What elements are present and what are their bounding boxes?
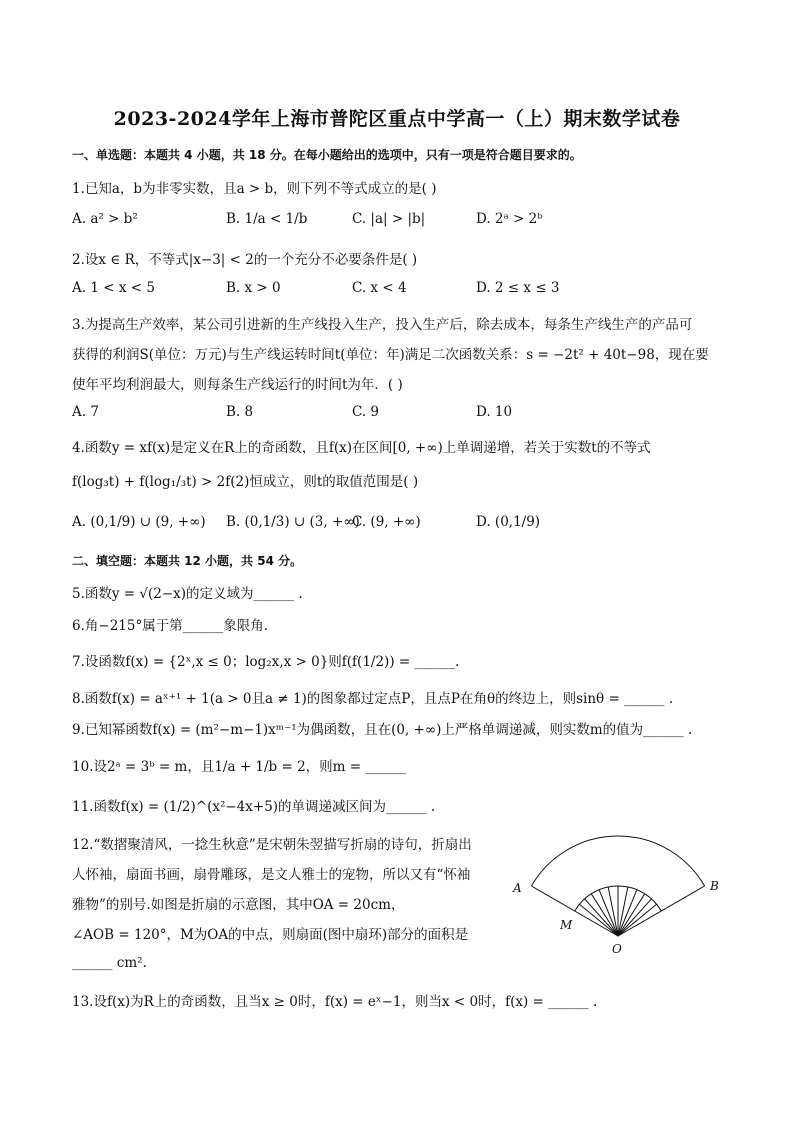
label-a: A [513,881,522,895]
section-heading-single-choice: 一、单选题：本题共 4 小题，共 18 分。在每小题给出的选项中，只有一项是符合题目要求的。 [72,148,582,162]
question-2-option-c: C. x < 4 [352,280,407,296]
question-12-line-4: ∠AOB = 120°，M为OA的中点，则扇面(图中扇环)部分的面积是 [72,927,469,943]
question-7: 7.设函数f(x) = {2ˣ,x ≤ 0；log₂x,x > 0}则f(f(1/2)) = ______. [72,654,460,670]
question-3-line-2: 获得的利润S(单位：万元)与生产线运转时间t(单位：年)满足二次函数关系：s = −2t² + 40t−98，现在要 [72,347,709,363]
question-4-line-2: f(log₃t) + f(log₁/₃t) > 2f(2)恒成立，则t的取值范围是( ) [72,474,419,490]
question-2-option-a: A. 1 < x < 5 [72,280,155,296]
label-m: M [560,918,573,932]
question-3-option-a: A. 7 [72,404,99,420]
question-4-option-c: C. (9, +∞) [352,514,421,530]
fan-radius-oa [531,886,618,936]
question-8: 8.函数f(x) = aˣ⁺¹ + 1(a > 0且a ≠ 1)的图象都过定点P，且点P在角θ的终边上，则sinθ = ______ . [72,691,674,707]
question-12-line-5: ______ cm². [72,955,147,971]
question-12-line-3: 雅物”的别号.如图是折扇的示意图，其中OA = 20cm， [72,897,405,913]
question-10: 10.设2ᵃ = 3ᵇ = m，且1/a + 1/b = 2，则m = ______ [72,759,406,775]
question-4-option-b: B. (0,1/3) ∪ (3, +∞) [226,514,360,530]
question-1-option-b: B. 1/a < 1/b [226,211,308,227]
question-4-option-a: A. (0,1/9) ∪ (9, +∞) [72,514,206,530]
question-13: 13.设f(x)为R上的奇函数，且当x ≥ 0时，f(x) = eˣ−1，则当x < 0时，f(x) = ______ . [72,994,598,1010]
question-3-options [72,404,732,424]
question-2-stem: 2.设x ∈ R，不等式|x−3| < 2的一个充分不必要条件是( ) [72,252,418,268]
question-12-line-2: 人怀袖，扇面书画，扇骨雕琢，是文人雅士的宠物，所以又有“怀袖 [72,867,471,883]
question-2-option-b: B. x > 0 [226,280,281,296]
question-3-line-3: 使年平均利润最大，则每条生产线运行的时间t为年．( ) [72,377,403,393]
question-3-option-b: B. 8 [226,404,254,420]
folding-fan-figure [508,826,728,956]
question-9: 9.已知幂函数f(x) = (m²−m−1)xᵐ⁻¹为偶函数，且在(0, +∞)上严格单调递减，则实数m的值为______ . [72,722,693,738]
question-6: 6.角−215°属于第______象限角． [72,618,278,634]
question-2-option-d: D. 2 ≤ x ≤ 3 [476,280,560,296]
question-4-option-d: D. (0,1/9) [476,514,541,530]
question-1-option-d: D. 2ᵃ > 2ᵇ [476,211,543,227]
question-1-stem: 1.已知a，b为非零实数，且a > b，则下列不等式成立的是( ) [72,181,437,197]
label-o: O [612,942,622,956]
question-1-options [72,211,732,231]
section-heading-fill-in: 二、填空题：本题共 12 小题，共 54 分。 [72,554,303,568]
question-11: 11.函数f(x) = (1/2)^(x²−4x+5)的单调递减区间为______ . [72,799,436,815]
question-2-options [72,280,732,300]
question-4-line-1: 4.函数y = xf(x)是定义在R上的奇函数，且f(x)在区间[0, +∞)上单调递增，若关于实数t的不等式 [72,440,651,456]
question-1-option-a: A. a² > b² [72,211,138,227]
fan-radius-ob [618,886,705,936]
question-12-line-1: 12.“数摺聚清风，一捻生秋意”是宋朝朱翌描写折扇的诗句，折扇出 [72,837,472,853]
fan-outer-arc [531,836,704,886]
question-1-option-c: C. |a| > |b| [352,211,426,227]
page-title: 2023-2024学年上海市普陀区重点中学高一（上）期末数学试卷 [113,108,681,130]
question-3-option-d: D. 10 [476,404,513,420]
question-3-line-1: 3.为提高生产效率，某公司引进新的生产线投入生产，投入生产后，除去成本，每条生产线生产的产品可 [72,317,693,333]
question-5: 5.函数y = √(2−x)的定义域为______ . [72,586,303,602]
label-b: B [710,879,719,893]
question-3-option-c: C. 9 [352,404,380,420]
question-4-options [72,514,732,534]
